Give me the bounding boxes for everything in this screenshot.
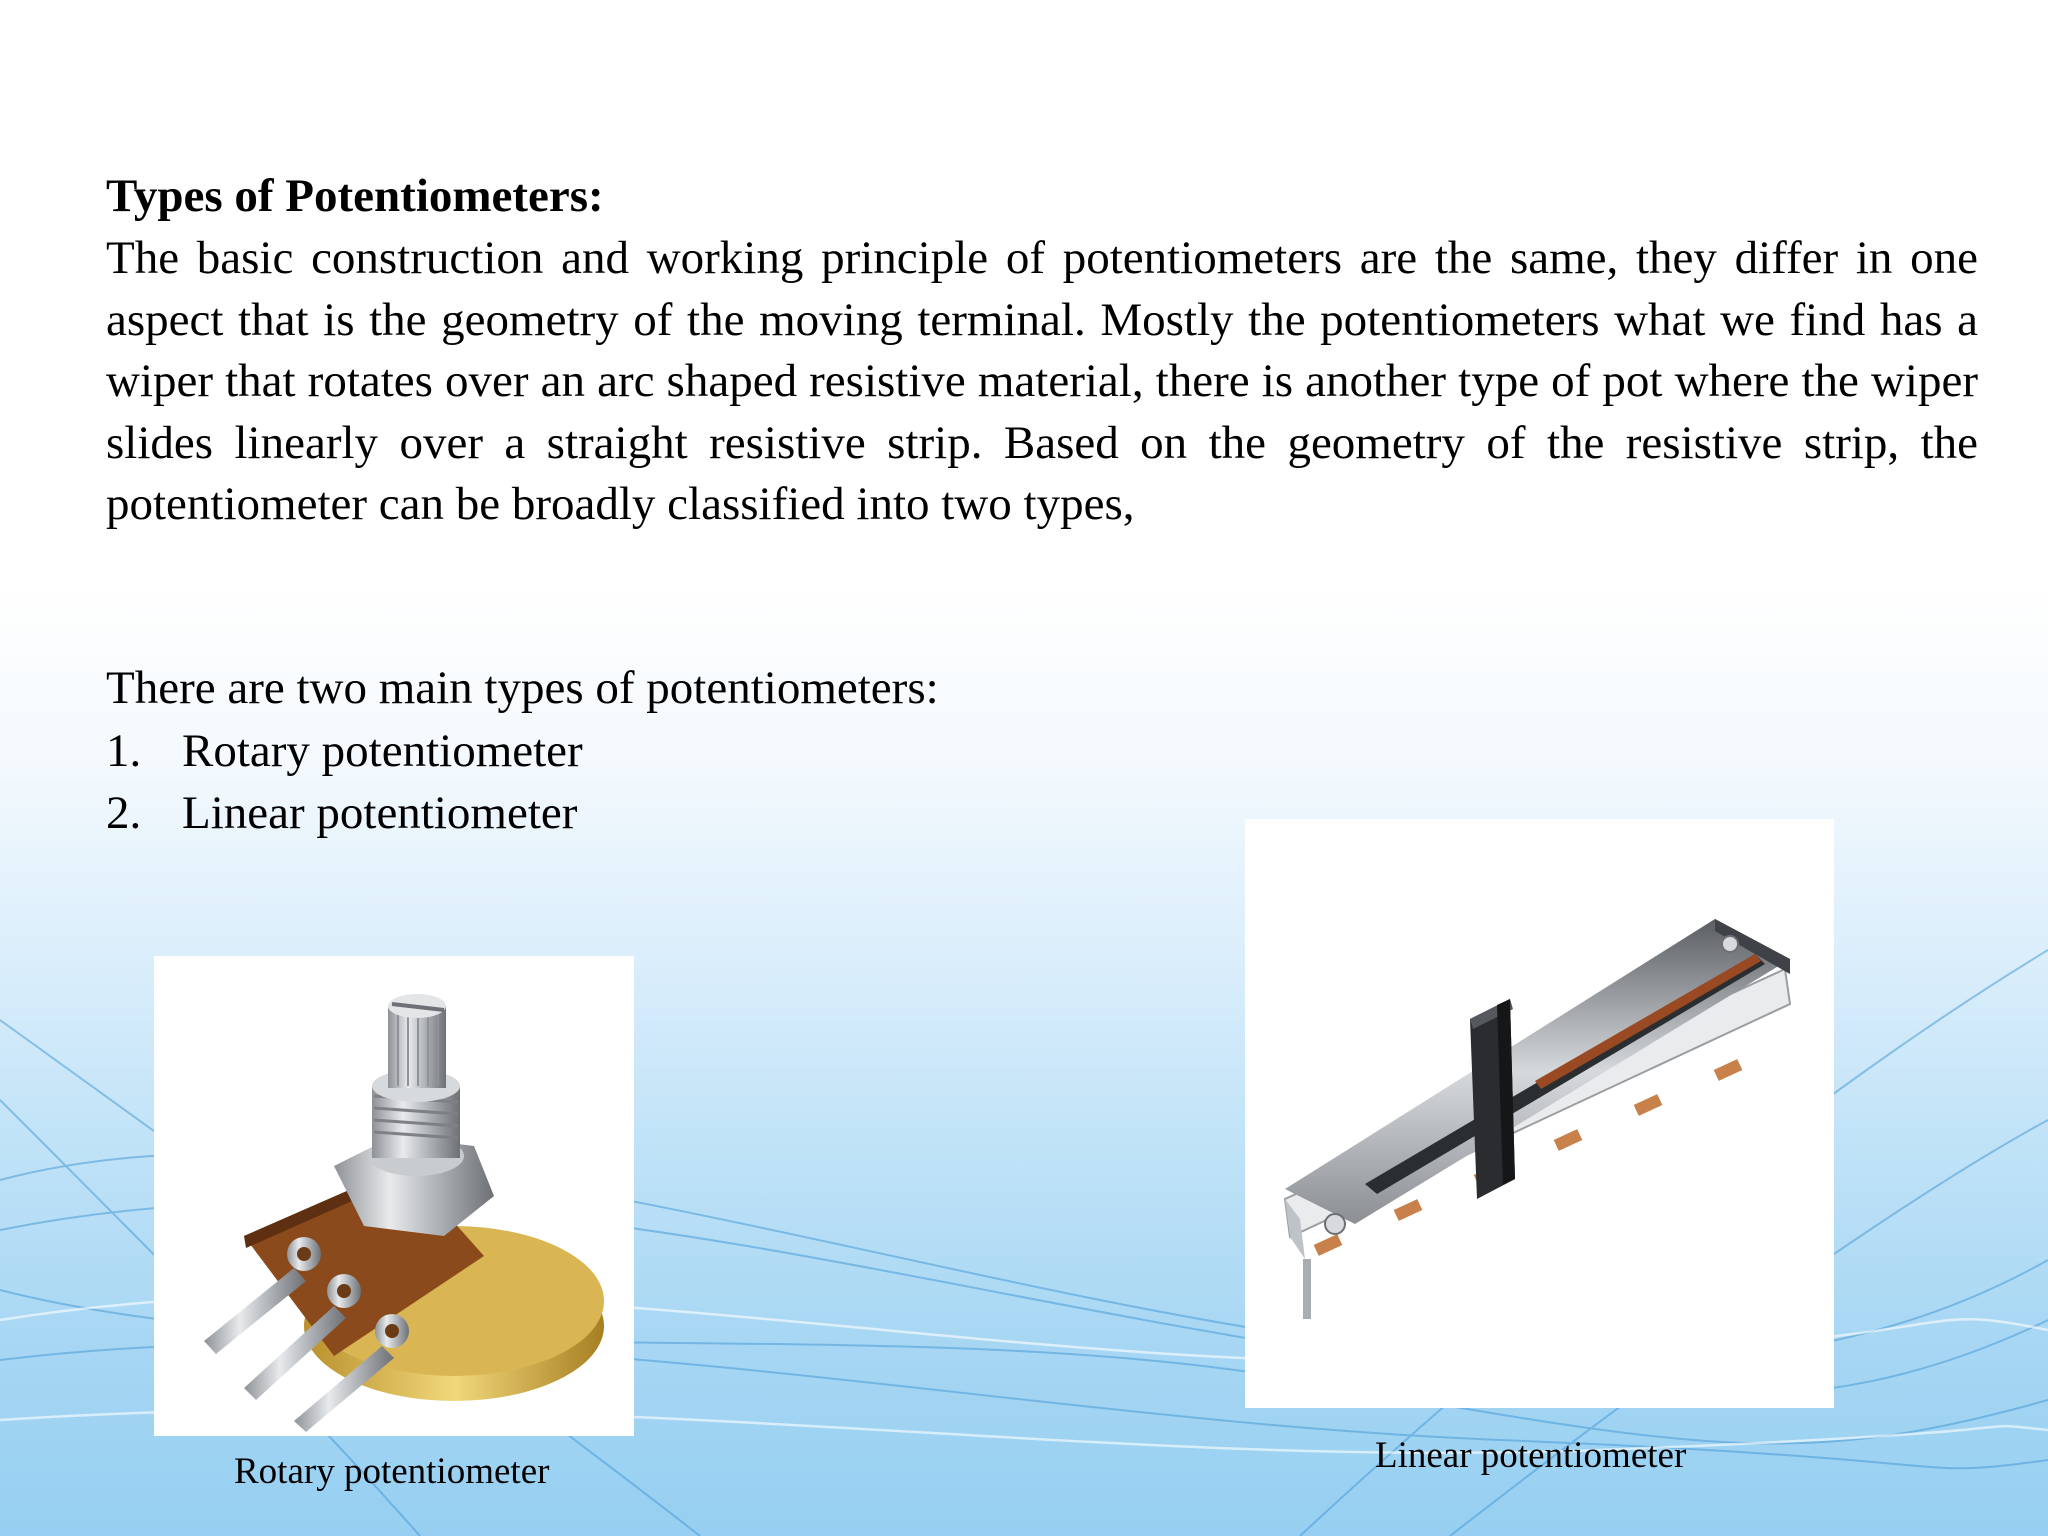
slide-heading: Types of Potentiometers: (106, 170, 604, 222)
list-number: 2. (106, 787, 142, 839)
linear-caption: Linear potentiometer (1375, 1435, 1687, 1476)
types-intro: There are two main types of potentiometers: (106, 662, 939, 714)
list-label: Rotary potentiometer (182, 725, 583, 777)
rotary-potentiometer-illustration (154, 956, 634, 1436)
list-label: Linear potentiometer (182, 787, 578, 839)
rotary-potentiometer-image (154, 956, 634, 1436)
linear-potentiometer-illustration (1245, 819, 1834, 1408)
description-paragraph: The basic construction and working principle of potentiometers are the same, they differ in one aspect that is the geometry of the moving terminal. Mostly the potentiometers what we find has a wiper that rotates over an arc shaped resistive material, there is another type of pot where the wiper slides linearly over a straight resistive strip. Based on the geometry of the resistive strip, the potentiometer can be broadly classified into two types, (106, 232, 1978, 530)
types-list (106, 720, 583, 844)
list-item (106, 782, 583, 844)
rotary-caption: Rotary potentiometer (234, 1451, 550, 1492)
linear-potentiometer-image (1245, 819, 1834, 1408)
list-number: 1. (106, 725, 142, 777)
list-item (106, 720, 583, 782)
